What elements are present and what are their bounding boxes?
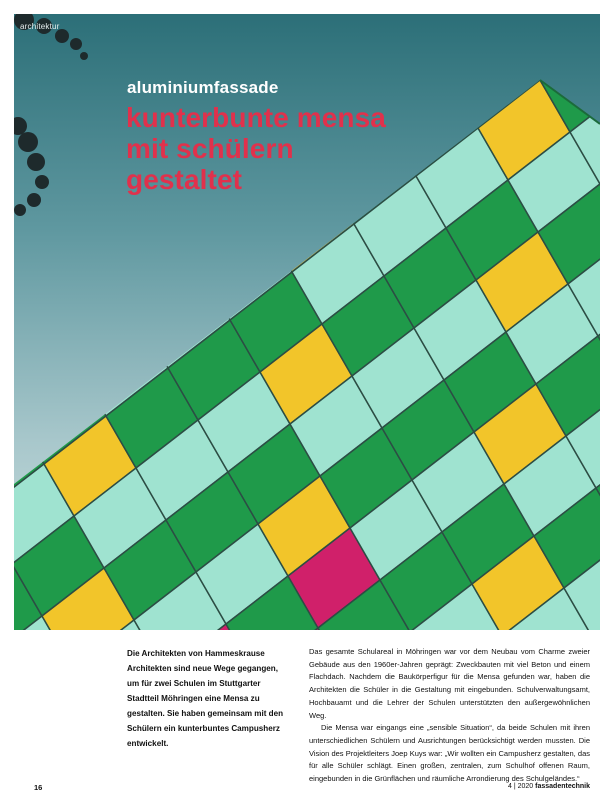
kicker: aluminiumfassade <box>127 78 279 97</box>
headline-line-2: mit schülern <box>126 133 294 164</box>
body-paragraph-1: Das gesamte Schulareal in Möhringen war vor dem Neubau vom Charme zweier Gebäude aus den 1960er-Jahren geprägt: Zweckbauten mit viel Beton und einem Flachdach. Nachdem die Baukörperfigur für die Mensa gefunden war, haben die Architekten die Schüler in die Gestaltung mit eingebunden. Schulverwaltungsamt, Hochbauamt und die Lehrer der Schulen unterstützten den außergewöhnlichen Weg. <box>309 647 590 720</box>
footer-issue: 4 | 2020 <box>508 783 534 790</box>
headline-line-3: gestaltet <box>126 164 243 195</box>
headline <box>126 102 426 195</box>
footer <box>508 783 590 790</box>
footer-magazine: fassadentechnik <box>535 783 590 790</box>
section-label: architektur <box>20 22 60 31</box>
lead-paragraph: Die Architekten von Hammeskrause Architekten sind neue Wege gegangen, um für zwei Schulen im Stuttgarter Stadtteil Möhringen eine Mensa zu gestalten. Sie haben gemeinsam mit den Schülern ein kunterbuntes Campusherz entwickelt. <box>127 649 284 748</box>
body-text <box>309 646 590 786</box>
page-number: 16 <box>34 783 43 792</box>
body-paragraph-2: Die Mensa war eingangs eine „sensible Situation“, da beide Schulen mit ihren unterschiedlichen Schülern und Ausrichtungen berücksichtigt werden mussten. Die Vision des Projektleiters Joep Kuys war: „Wir wollten ein Campusherz gestalten, das für alle Schüler schlägt. Einen großen, zentralen, zum Schulhof offenen Raum, eingebunden in die Grünflächen und räumliche Arrondierung des Schulgeländes.“ <box>309 723 590 784</box>
headline-line-1: kunterbunte mensa <box>126 102 386 133</box>
